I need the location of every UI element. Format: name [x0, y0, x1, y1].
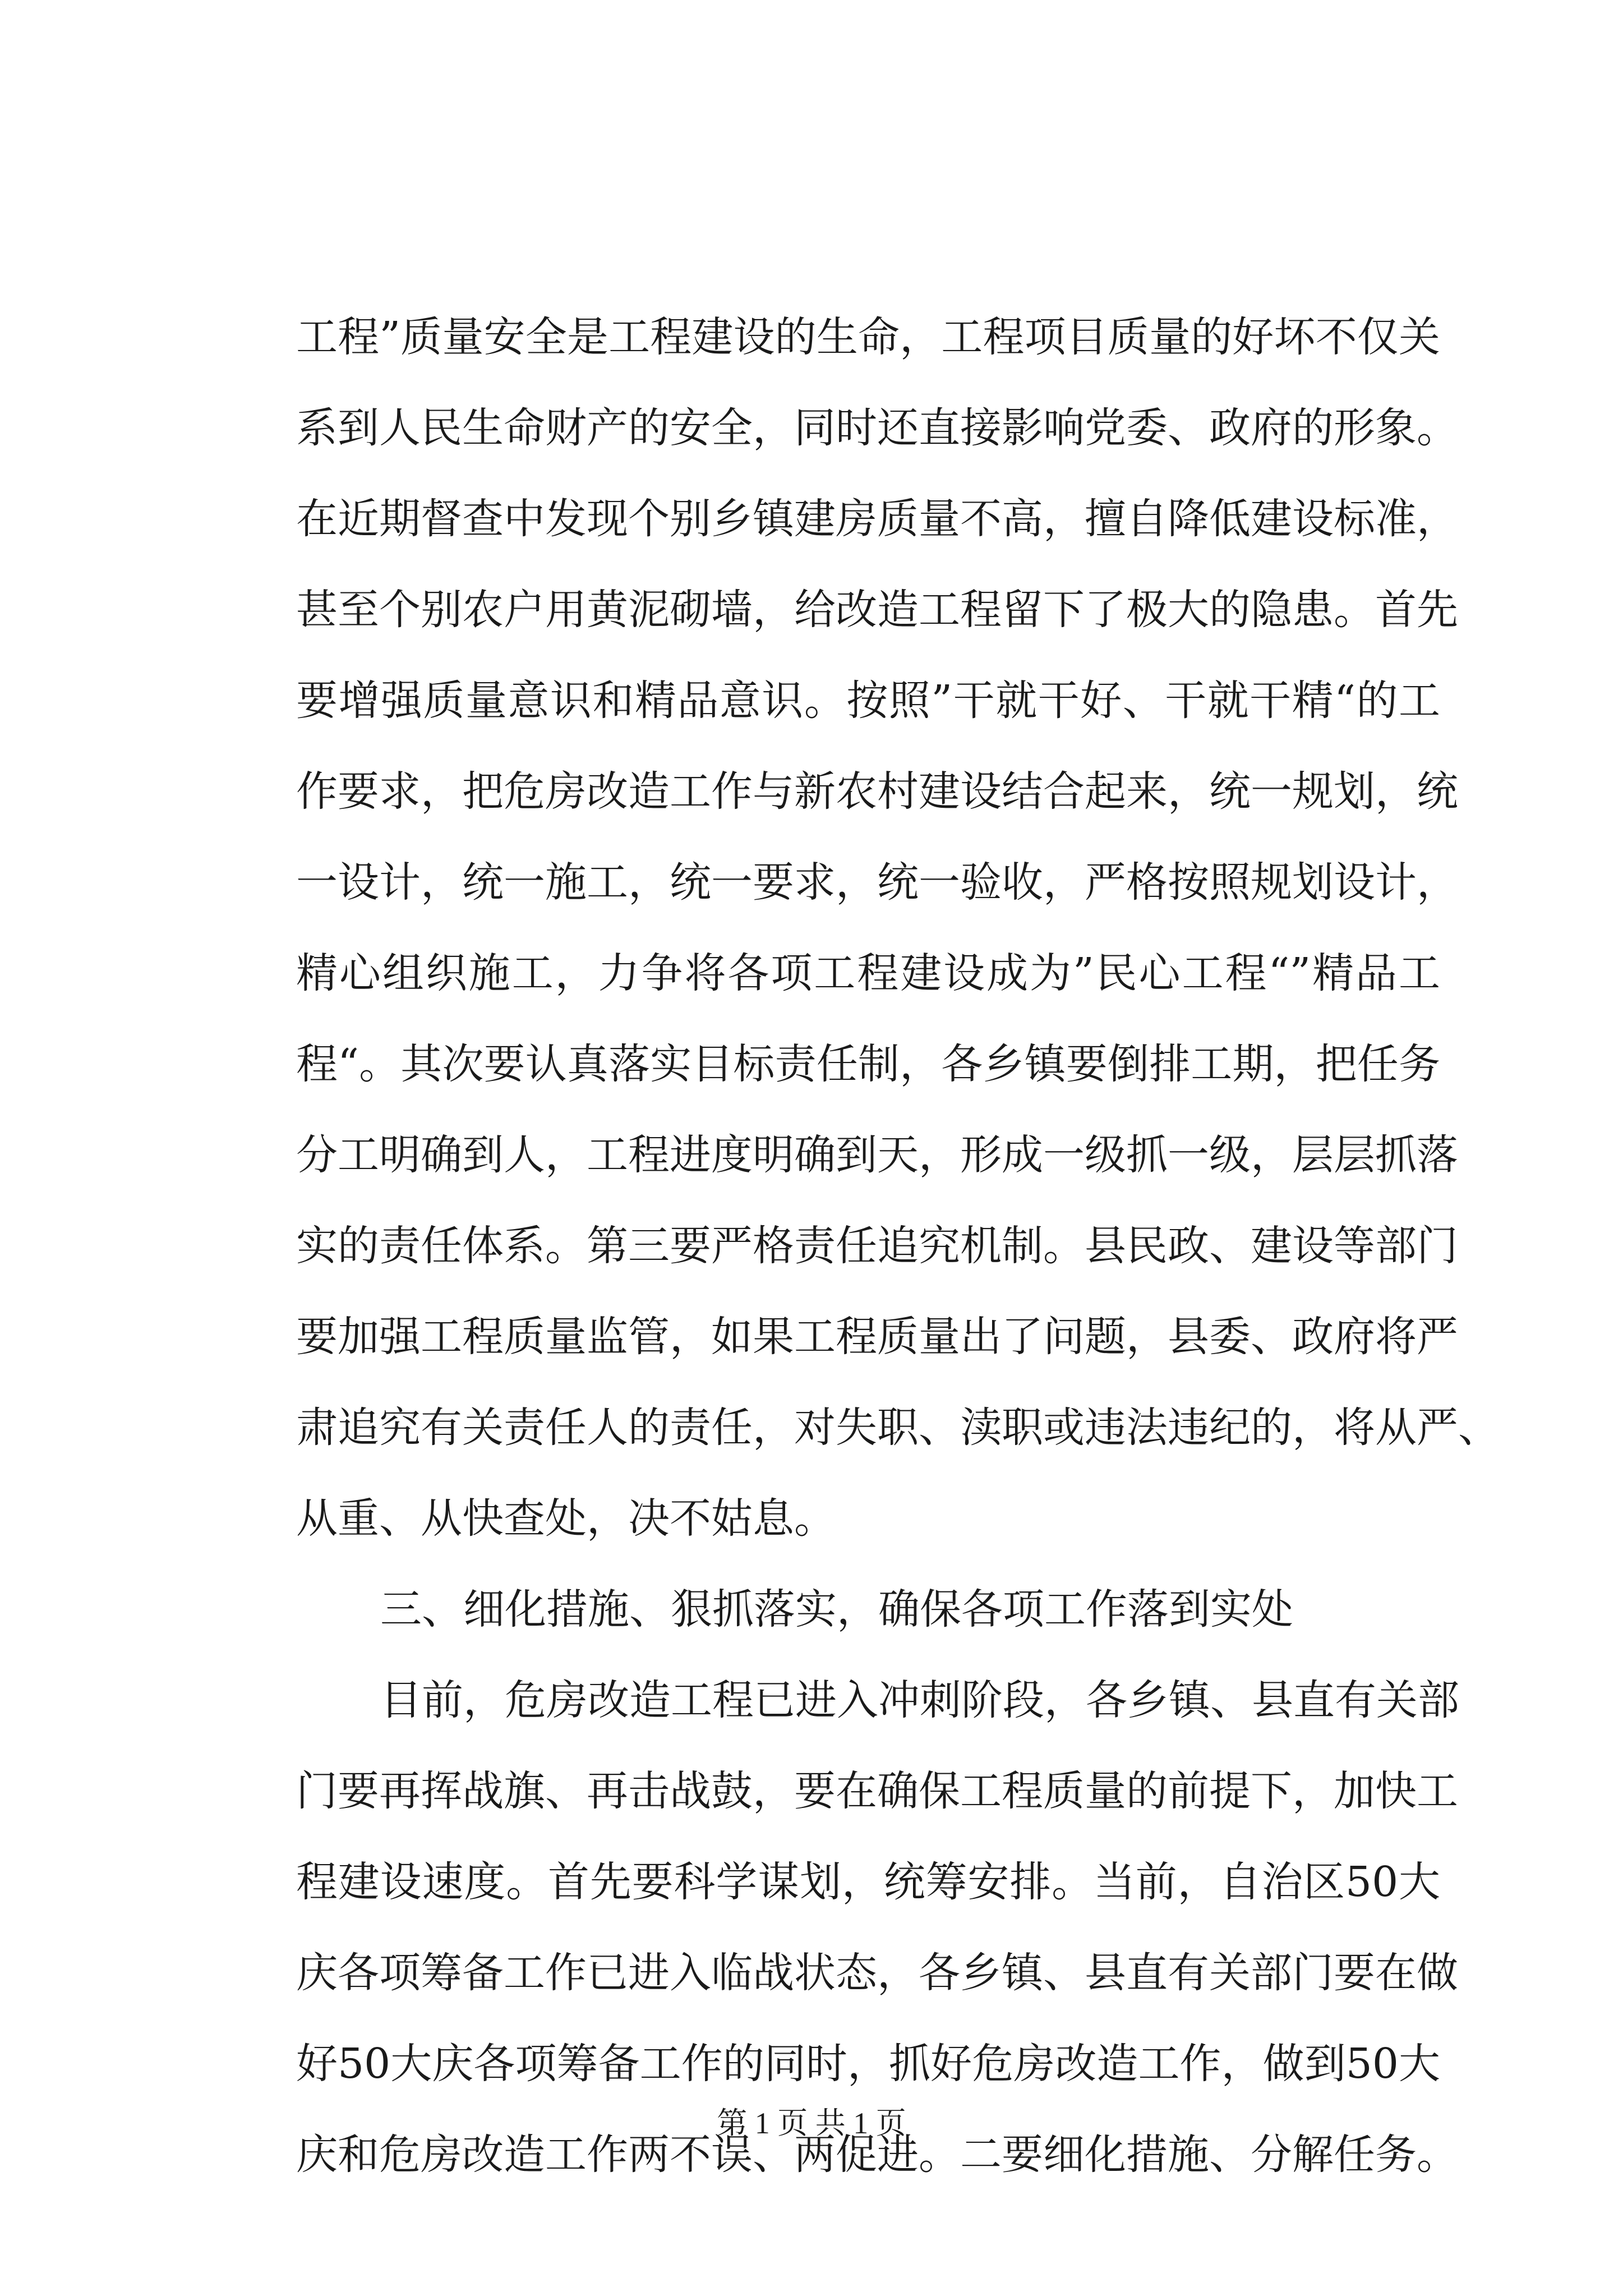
page-footer: 第 1 页 共 1 页	[717, 2106, 906, 2140]
text-line: 肃追究有关责任人的责任，对失职、渎职或违法违纪的，将从严、	[296, 1404, 1500, 1452]
text-line: 要增强质量意识和精品意识。按照”干就干好、干就干精“的工	[296, 677, 1440, 725]
text-line: 工程”质量安全是工程建设的生命，工程项目质量的好坏不仅关	[296, 313, 1440, 361]
text-line: 程建设速度。首先要科学谋划，统筹安排。当前，自治区50大	[296, 1858, 1440, 1906]
text-line: 从重、从快查处，决不姑息。	[296, 1494, 836, 1543]
text-line: 分工明确到人，工程进度明确到天，形成一级抓一级，层层抓落	[296, 1131, 1458, 1179]
text-line: 一设计，统一施工，统一要求，统一验收，严格按照规划设计，	[296, 858, 1458, 907]
text-line: 程“。其次要认真落实目标责任制，各乡镇要倒排工期，把任务	[296, 1040, 1440, 1088]
text-line: 甚至个别农户用黄泥砌墙，给改造工程留下了极大的隐患。首先	[296, 586, 1458, 634]
text-line: 门要再挥战旗、再击战鼓，要在确保工程质量的前提下，加快工	[296, 1767, 1458, 1815]
text-line: 庆和危房改造工作两不误、两促进。二要细化措施、分解任务。	[296, 2131, 1458, 2179]
section-heading: 三、细化措施、狠抓落实，确保各项工作落到实处	[380, 1585, 1293, 1634]
text-line: 好50大庆各项筹备工作的同时，抓好危房改造工作，做到50大	[296, 2040, 1440, 2088]
text-line: 实的责任体系。第三要严格责任追究机制。县民政、建设等部门	[296, 1222, 1458, 1270]
text-line: 精心组织施工，力争将各项工程建设成为”民心工程“”精品工	[296, 949, 1440, 997]
text-line: 目前，危房改造工程已进入冲刺阶段，各乡镇、县直有关部	[380, 1676, 1459, 1724]
text-line: 在近期督查中发现个别乡镇建房质量不高，擅自降低建设标准，	[296, 495, 1458, 543]
text-line: 作要求，把危房改造工作与新农村建设结合起来，统一规划，统	[296, 767, 1458, 816]
text-line: 要加强工程质量监管，如果工程质量出了问题，县委、政府将严	[296, 1313, 1458, 1361]
text-line: 系到人民生命财产的安全，同时还直接影响党委、政府的形象。	[296, 404, 1458, 452]
text-line: 庆各项筹备工作已进入临战状态，各乡镇、县直有关部门要在做	[296, 1949, 1458, 1997]
body-text	[296, 292, 1500, 2200]
